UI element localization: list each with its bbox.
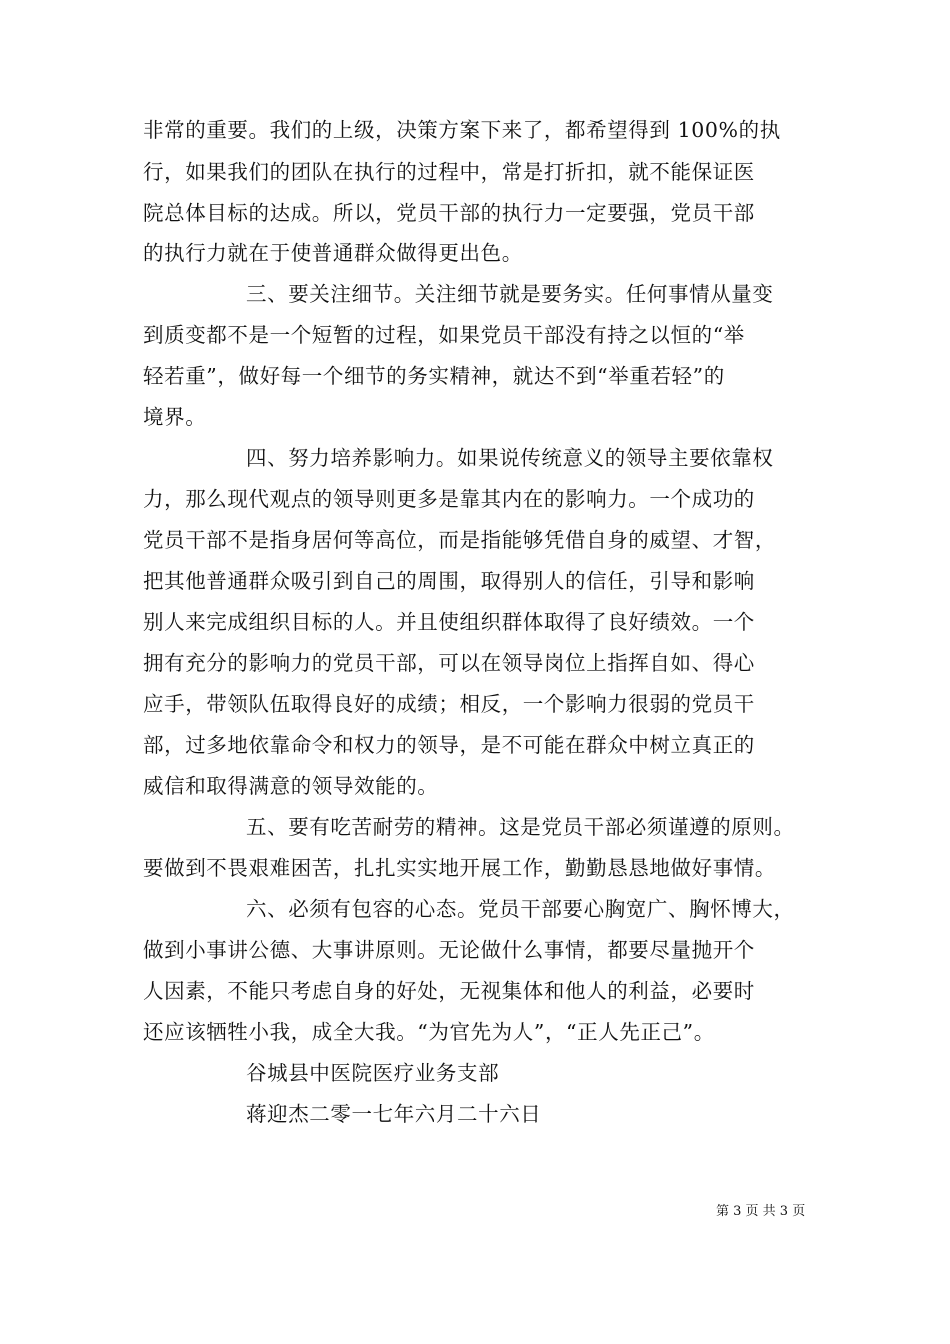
text-line: 轻若重”，做好每一个细节的务实精神，就达不到“举重若轻”的 xyxy=(143,364,725,388)
section-five-heading-line: 五、要有吃苦耐劳的精神。这是党员干部必须谨遵的原则。 xyxy=(246,815,795,839)
text-line: 党员干部不是指身居何等高位，而是指能够凭借自身的威望、才智， xyxy=(143,528,776,552)
text-line: 人因素，不能只考虑自身的好处，无视集体和他人的利益，必要时 xyxy=(143,979,755,1003)
text-line: 还应该牺牲小我，成全大我。“为官先为人”，“正人先正己”。 xyxy=(143,1020,715,1044)
section-four-heading-line: 四、努力培养影响力。如果说传统意义的领导主要依靠权 xyxy=(246,446,774,470)
text-line: 拥有充分的影响力的党员干部，可以在领导岗位上指挥自如、得心 xyxy=(143,651,755,675)
text-line: 院总体目标的达成。所以，党员干部的执行力一定要强，党员干部 xyxy=(143,201,755,225)
text-line: 非常的重要。我们的上级，决策方案下来了，都希望得到 100%的执 xyxy=(143,118,781,142)
text-line: 境界。 xyxy=(143,405,207,429)
page-number: 第 3 页 共 3 页 xyxy=(716,1204,806,1219)
signature-author-date: 蒋迎杰二零一七年六月二十六日 xyxy=(246,1102,542,1126)
text-line: 要做到不畏艰难困苦，扎扎实实地开展工作，勤勤恳恳地做好事情。 xyxy=(143,856,776,880)
signature-organization: 谷城县中医院医疗业务支部 xyxy=(246,1061,500,1085)
section-three-heading-line: 三、要关注细节。关注细节就是要务实。任何事情从量变 xyxy=(246,282,774,306)
text-line: 力，那么现代观点的领导则更多是靠其内在的影响力。一个成功的 xyxy=(143,487,755,511)
text-line: 应手，带领队伍取得良好的成绩；相反，一个影响力很弱的党员干 xyxy=(143,692,755,716)
text-line: 做到小事讲公德、大事讲原则。无论做什么事情，都要尽量抛开个 xyxy=(143,938,755,962)
text-line: 到质变都不是一个短暂的过程，如果党员干部没有持之以恒的“举 xyxy=(143,323,745,347)
text-line: 的执行力就在于使普通群众做得更出色。 xyxy=(143,241,523,265)
text-line: 别人来完成组织目标的人。并且使组织群体取得了良好绩效。一个 xyxy=(143,610,755,634)
text-line: 行，如果我们的团队在执行的过程中，常是打折扣，就不能保证医 xyxy=(143,160,755,184)
section-six-heading-line: 六、必须有包容的心态。党员干部要心胸宽广、胸怀博大， xyxy=(246,897,795,921)
text-line: 把其他普通群众吸引到自己的周围，取得别人的信任，引导和影响 xyxy=(143,569,755,593)
text-line: 威信和取得满意的领导效能的。 xyxy=(143,774,439,798)
text-line: 部，过多地依靠命令和权力的领导，是不可能在群众中树立真正的 xyxy=(143,733,755,757)
